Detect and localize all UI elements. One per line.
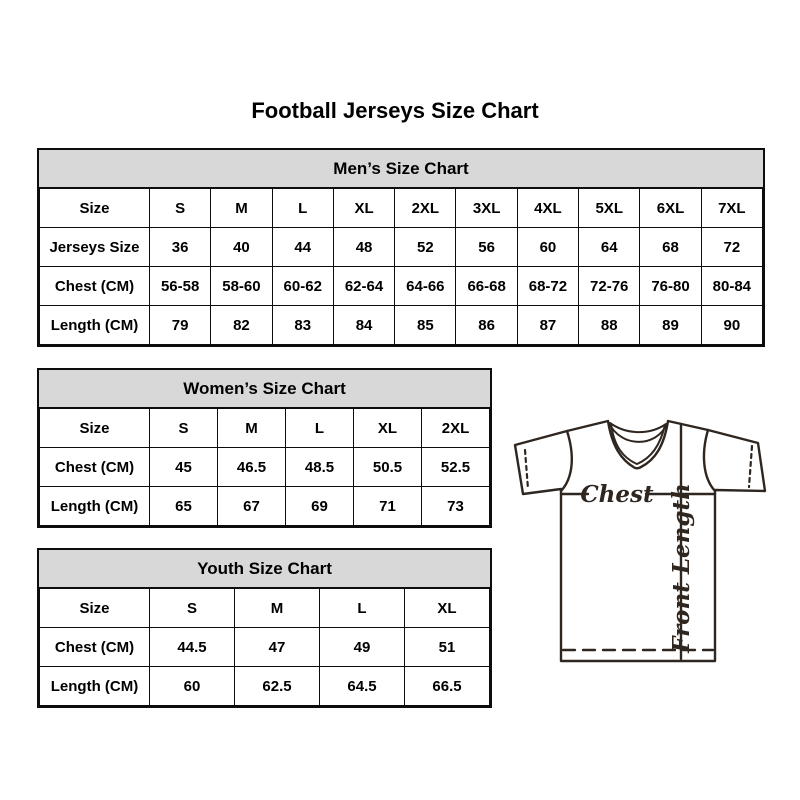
table-cell: 90: [701, 306, 762, 345]
table-cell: 50.5: [354, 448, 422, 487]
youth-size-chart: [37, 548, 492, 708]
table-cell: 72: [701, 228, 762, 267]
jersey-outline: [515, 421, 765, 661]
table-row: [40, 267, 763, 306]
table-cell: 72-76: [579, 267, 640, 306]
collar-band-upper-curve: [610, 423, 666, 432]
chest-measure-label: Chest: [580, 481, 654, 508]
table-cell: L: [286, 409, 354, 448]
row-label: Length (CM): [40, 667, 150, 706]
table-cell: 47: [235, 628, 320, 667]
row-label: Length (CM): [40, 487, 150, 526]
table-cell: 7XL: [701, 189, 762, 228]
mens-size-table: [39, 188, 763, 345]
table-cell: 69: [286, 487, 354, 526]
table-cell: 64: [579, 228, 640, 267]
table-cell: 48: [333, 228, 394, 267]
row-label: Size: [40, 189, 150, 228]
page-title: Football Jerseys Size Chart: [251, 98, 539, 123]
row-label: Chest (CM): [40, 448, 150, 487]
table-row: [40, 589, 490, 628]
table-cell: 60: [517, 228, 578, 267]
table-cell: 76-80: [640, 267, 701, 306]
table-cell: 66.5: [405, 667, 490, 706]
table-cell: 44: [272, 228, 333, 267]
mens-size-chart-title: Men’s Size Chart: [39, 150, 763, 188]
table-cell: 65: [150, 487, 218, 526]
table-cell: S: [150, 409, 218, 448]
table-cell: 83: [272, 306, 333, 345]
table-cell: 56: [456, 228, 517, 267]
row-label: Size: [40, 409, 150, 448]
table-cell: 68-72: [517, 267, 578, 306]
table-cell: 58-60: [211, 267, 272, 306]
table-cell: 3XL: [456, 189, 517, 228]
row-label: Chest (CM): [40, 267, 150, 306]
table-cell: XL: [405, 589, 490, 628]
womens-size-chart: [37, 368, 492, 528]
table-cell: M: [218, 409, 286, 448]
table-cell: 66-68: [456, 267, 517, 306]
table-cell: 6XL: [640, 189, 701, 228]
youth-size-chart-title: Youth Size Chart: [39, 550, 490, 588]
jersey-diagram-svg: [495, 398, 775, 690]
table-cell: 79: [150, 306, 211, 345]
table-cell: 48.5: [286, 448, 354, 487]
table-row: [40, 409, 490, 448]
womens-size-chart-title: Women’s Size Chart: [39, 370, 490, 408]
table-cell: 89: [640, 306, 701, 345]
table-cell: 67: [218, 487, 286, 526]
table-cell: 71: [354, 487, 422, 526]
table-cell: 56-58: [150, 267, 211, 306]
table-cell: XL: [333, 189, 394, 228]
table-cell: 2XL: [395, 189, 456, 228]
table-cell: 2XL: [422, 409, 490, 448]
table-cell: 88: [579, 306, 640, 345]
jersey-measurement-diagram: [495, 398, 775, 690]
table-row: [40, 306, 763, 345]
table-cell: 80-84: [701, 267, 762, 306]
table-cell: 4XL: [517, 189, 578, 228]
table-row: [40, 628, 490, 667]
table-cell: 86: [456, 306, 517, 345]
table-cell: 64-66: [395, 267, 456, 306]
table-cell: 45: [150, 448, 218, 487]
table-row: [40, 487, 490, 526]
row-label: Jerseys Size: [40, 228, 150, 267]
table-cell: 52: [395, 228, 456, 267]
table-cell: 60: [150, 667, 235, 706]
table-cell: 5XL: [579, 189, 640, 228]
table-cell: 36: [150, 228, 211, 267]
table-row: [40, 228, 763, 267]
row-label: Length (CM): [40, 306, 150, 345]
table-row: [40, 448, 490, 487]
left-shoulder-seam: [561, 431, 572, 491]
table-cell: 62-64: [333, 267, 394, 306]
table-cell: L: [272, 189, 333, 228]
table-cell: 62.5: [235, 667, 320, 706]
table-cell: M: [235, 589, 320, 628]
row-label: Size: [40, 589, 150, 628]
table-row: [40, 189, 763, 228]
table-cell: 64.5: [320, 667, 405, 706]
table-cell: 85: [395, 306, 456, 345]
front-length-measure-label: Front Length: [668, 483, 695, 653]
left-sleeve-stitch-dashed-line: [525, 450, 528, 489]
table-row: [40, 667, 490, 706]
youth-size-table: [39, 588, 490, 706]
row-label: Chest (CM): [40, 628, 150, 667]
table-cell: 49: [320, 628, 405, 667]
table-cell: 87: [517, 306, 578, 345]
table-cell: 44.5: [150, 628, 235, 667]
table-cell: M: [211, 189, 272, 228]
table-cell: 82: [211, 306, 272, 345]
table-cell: 51: [405, 628, 490, 667]
collar-inner-v-line: [611, 424, 665, 464]
mens-size-chart: [37, 148, 765, 347]
womens-size-table: [39, 408, 490, 526]
table-cell: XL: [354, 409, 422, 448]
table-cell: 68: [640, 228, 701, 267]
table-cell: 60-62: [272, 267, 333, 306]
table-cell: 73: [422, 487, 490, 526]
table-cell: L: [320, 589, 405, 628]
table-cell: S: [150, 189, 211, 228]
right-shoulder-seam: [704, 430, 715, 491]
table-cell: 84: [333, 306, 394, 345]
table-cell: S: [150, 589, 235, 628]
right-sleeve-stitch-dashed-line: [749, 446, 752, 487]
table-cell: 46.5: [218, 448, 286, 487]
table-cell: 40: [211, 228, 272, 267]
table-cell: 52.5: [422, 448, 490, 487]
